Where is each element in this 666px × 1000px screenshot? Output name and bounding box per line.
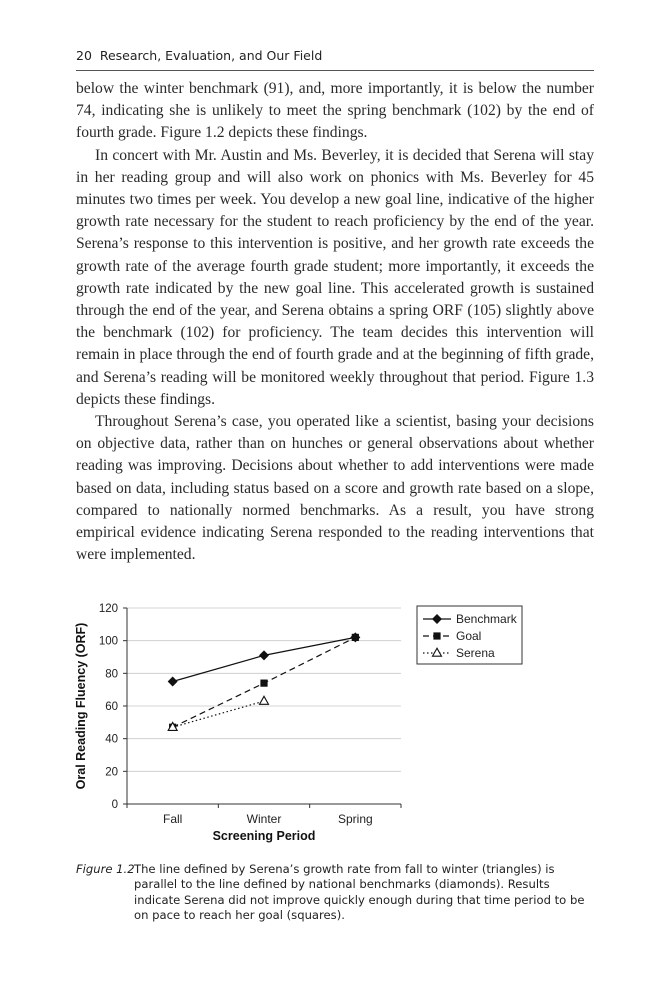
y-tick-label: 80 — [105, 668, 118, 681]
caption-label: Figure 1.2 — [76, 862, 135, 876]
y-tick-label: 0 — [111, 799, 118, 811]
y-axis-title: Oral Reading Fluency (ORF) — [74, 622, 88, 790]
data-point-benchmark — [168, 677, 178, 687]
legend-marker-goal — [433, 632, 440, 639]
data-point-goal — [352, 634, 359, 641]
line-chart — [66, 596, 602, 858]
x-axis-title: Screening Period — [212, 829, 316, 843]
figure-caption — [76, 862, 594, 924]
figure-chart — [66, 596, 602, 858]
data-point-benchmark — [259, 650, 269, 660]
paragraph-3: Throughout Serena’s case, you operated like a scientist, basing your decisions on objective data, rather than on hunches or general observations about whether reading was improving. Decisions about whether to add interventions were made based on data, including status based on a score and growth rate based on a slope, compared to nationally normed benchmarks. As a result, you have strong empirical evidence indicating Serena responded to the reading interventions that were implemented. — [76, 413, 594, 564]
legend-label-serena: Serena — [456, 646, 495, 660]
legend-label-benchmark: Benchmark — [456, 612, 517, 626]
legend-label-goal: Goal — [456, 629, 482, 643]
running-title: Research, Evaluation, and Our Field — [99, 48, 323, 63]
x-tick-label: Winter — [246, 812, 282, 826]
running-header — [76, 48, 594, 63]
y-tick-label: 60 — [105, 701, 118, 713]
x-tick-label: Fall — [162, 812, 183, 826]
page-number: 20 — [76, 48, 92, 63]
paragraph-1: below the winter benchmark (91), and, more importantly, it is below the number 74, indicating she is unlikely to meet the spring benchmark (102) by the end of fourth grade. Figure 1.2 depicts these findings. — [76, 80, 594, 142]
y-tick-label: 40 — [105, 733, 118, 746]
x-tick-label: Spring — [337, 812, 373, 826]
paragraph-2: In concert with Mr. Austin and Ms. Beverley, it is decided that Serena will stay in her reading group and will also work on phonics with Ms. Beverley for 45 minutes two times per week. You develop a new goal line, indicative of the higher growth rate necessary for the student to reach proficiency by the end of the year. Serena’s response to this intervention is positive, and her growth rate exceeds the growth rate of the average fourth grade student; more importantly, it exceeds the growth rate indicated by the new goal line. This accelerated growth is sustained through the end of the year, and Serena obtains a spring ORF (105) slightly above the benchmark (102) for proficiency. The team decides this intervention will remain in place through the end of fourth grade and at the beginning of fifth grade, and Serena’s reading will be monitored weekly throughout that period. Figure 1.3 depicts these findings. — [76, 146, 594, 408]
body-text — [76, 78, 594, 566]
header-rule — [76, 70, 594, 71]
y-tick-label: 20 — [105, 766, 118, 779]
data-point-goal — [260, 680, 267, 687]
y-tick-label: 120 — [98, 603, 118, 615]
caption-text: The line defined by Serena’s growth rate from fall to winter (triangles) is parallel to the line defined by national benchmarks (diamonds). Results indicate Serena did not improve quickly enough during that time period to be on pace to reach her goal (squares). — [134, 862, 585, 923]
data-point-serena — [260, 696, 269, 704]
y-tick-label: 100 — [98, 635, 118, 648]
